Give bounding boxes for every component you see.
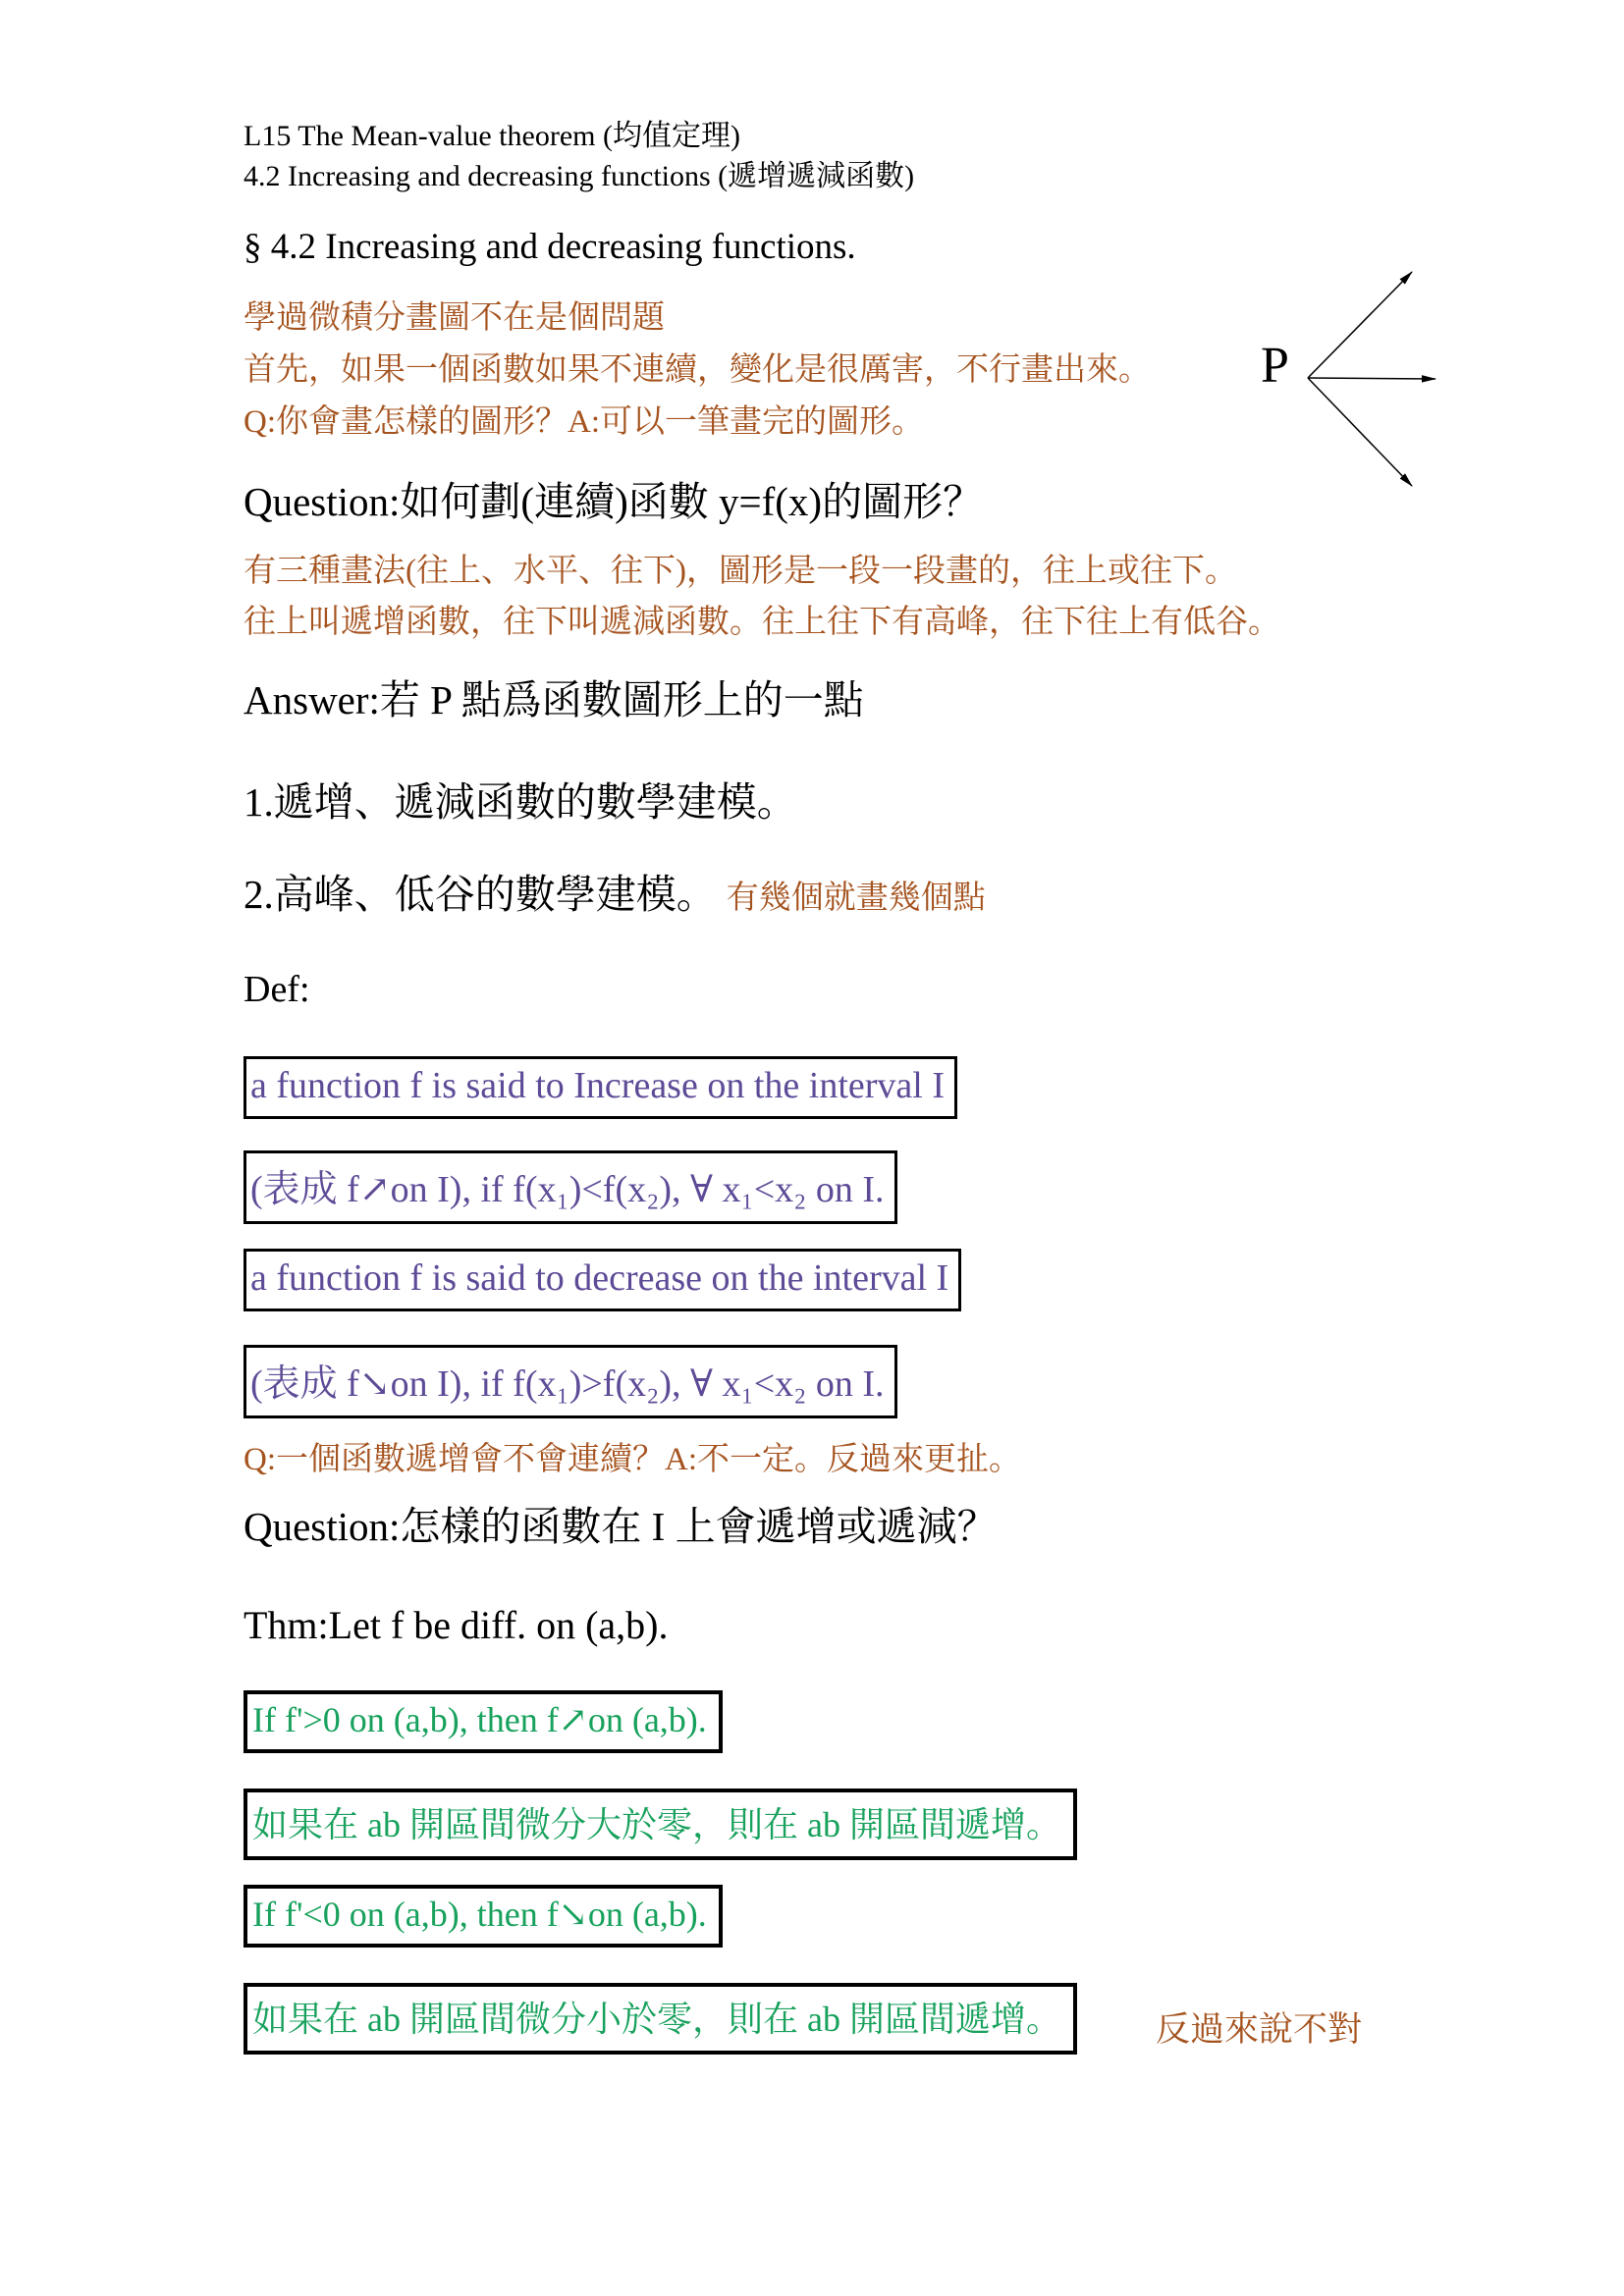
annotation-continuity-question: Q:一個函數遞增會不會連續？A:不一定。反過來更扯。 [244,1442,1021,1477]
theorem-box-positive: If f'>0 on (a,b), then f↗on (a,b). [244,1690,723,1753]
annotation-intro-line-2: 首先，如果一個函數如果不連續，變化是很厲害，不行畫出來。 [244,352,1151,388]
definition-box-decrease: a function f is said to decrease on the interval I [244,1249,961,1311]
theorem-box-positive-chinese: 如果在 ab 開區間微分大於零，則在 ab 開區間遞增。 [244,1789,1077,1860]
page-header [244,116,914,196]
annotation-converse-note: 反過來說不對 [1156,2010,1363,2049]
arrow-up-right-icon [1308,272,1412,378]
list-item-2-text: 2.高峰、低谷的數學建模。 [244,872,717,917]
arrow-right-icon [1308,378,1435,379]
definition-box-decrease-notation: (表成 f↘on I), if f(x₁)>f(x₂), ∀ x₁<x₂ on I. [244,1345,897,1418]
header-line-2: 4.2 Increasing and decreasing functions (遞增遞減函數) [244,160,915,192]
annotation-intro [244,293,1151,449]
point-direction-diagram [1243,240,1479,525]
direction-arrows [1243,240,1479,525]
list-item-2 [244,862,986,920]
theorem-intro: Thm:Let f be diff. on (a,b). [244,1603,669,1647]
annotation-intro-line-1: 學過微積分畫圖不在是個問題 [244,300,665,336]
annotation-methods-line-1: 有三種畫法(往上、水平、往下)，圖形是一段一段畫的，往上或往下。 [244,554,1237,589]
annotation-intro-line-3: Q:你會畫怎樣的圖形？A:可以一筆畫完的圖形。 [244,404,924,440]
definition-box-increase: a function f is said to Increase on the interval I [244,1056,957,1119]
header-line-1: L15 The Mean-value theorem (均值定理) [244,120,740,152]
question-2: Question:怎樣的函數在 I 上會遞增或遞減？ [244,1504,998,1549]
annotation-methods [244,546,1280,648]
annotation-methods-line-2: 往上叫遞增函數，往下叫遞減函數。往上往下有高峰，往下往上有低谷。 [244,605,1280,640]
answer-1: Answer:若 P 點爲函數圖形上的一點 [244,677,864,722]
definition-box-increase-notation: (表成 f↗on I), if f(x₁)<f(x₂), ∀ x₁<x₂ on I. [244,1150,897,1224]
list-item-2-annotation: 有幾個就畫幾個點 [726,881,986,916]
section-title: § 4.2 Increasing and decreasing functions. [244,227,856,267]
definition-label: Def: [244,969,310,1010]
question-1: Question:如何劃(連續)函數 y=f(x)的圖形？ [244,479,984,524]
list-item-1: 1.遞增、遞減函數的數學建模。 [244,779,797,825]
theorem-box-negative-chinese: 如果在 ab 開區間微分小於零，則在 ab 開區間遞增。 [244,1983,1077,2055]
point-p-label: P [1261,338,1289,394]
arrow-down-right-icon [1308,378,1412,486]
theorem-box-negative: If f'<0 on (a,b), then f↘on (a,b). [244,1885,723,1948]
